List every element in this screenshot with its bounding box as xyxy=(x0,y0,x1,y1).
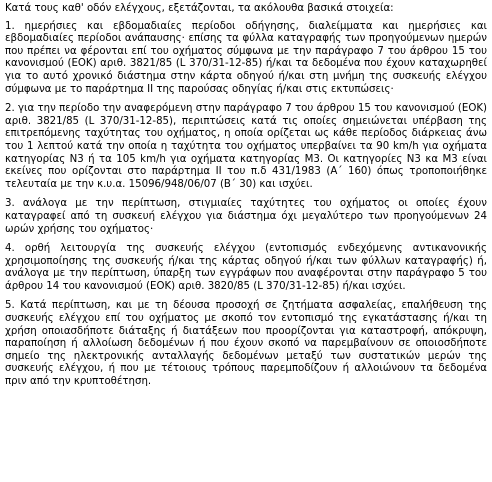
list-item-2: 2. για την περίοδο την αναφερόμενη στην παράγραφο 7 του άρθρου 15 του κανονισμού (ΕΟΚ) αριθ. 3821/85 (L 370/31-12-85), περιπτώσεις κατά τις οποίες σημειώνεται υπέρβαση της επιτρεπόμενης ταχύτητας του οχήματος, η οποία ορίζεται ως κάθε περίοδος διάρκειας άνω του 1 λεπτού κατά την οποία η ταχύτητα του οχήματος υπερβαίνει τα 90 km/h για οχήματα κατηγορίας Ν3 ή τα 105 km/h για οχήματα κατηγορίας Μ3. Οι κατηγορίες Ν3 κα Μ3 είναι εκείνες που ορίζονται στο παράρτημα ΙΙ του π.δ 431/1983 (Α΄ 160) όπως τροποποιήθηκε τελευταία με την κ.υ.α. 15096/948/06/07 (Β΄ 30) και ισχύει. xyxy=(5,103,487,190)
list-item-3: 3. ανάλογα με την περίπτωση, στιγμιαίες ταχύτητες του οχήματος οι οποίες έχουν καταγραφεί από τη συσκευή ελέγχου για διάστημα όχι μεγαλύτερο των προηγούμενων 24 ωρών χρήσης του οχήματος· xyxy=(5,198,487,235)
list-item-1: 1. ημερήσιες και εβδομαδιαίες περίοδοι οδήγησης, διαλείμματα και ημερήσιες και εβδομαδιαίες περίοδοι ανάπαυσης· επίσης τα φύλλα καταγραφής των προηγούμενων ημερών που πρέπει να φέρονται επί του οχήματος σύμφωνα με την παράγραφο 7 του άρθρου 15 του κανονισμού (ΕΟΚ) αριθ. 3821/85 (L 370/31-12-85) ή/και τα δεδομένα που έχουν καταχωρηθεί για το αυτό χρονικό διάστημα στην κάρτα οδηγού ή/και στη μνήμη της συσκευής ελέγχου σύμφωνα με το παράρτημα ΙΙ της παρούσας οδηγίας ή/και στις εκτυπώσεις· xyxy=(5,20,487,95)
list-item-5: 5. Κατά περίπτωση, και με τη δέουσα προσοχή σε ζητήματα ασφαλείας, επαλήθευση της συσκευής ελέγχου επί του οχήματος με σκοπό τον εντοπισμό της εγκατάστασης ή/και τη χρήση οποιασδήποτε διάταξης ή διατάξεων που προορίζονται για καταστροφή, απόκρυψη, παραποίηση ή αλλοίωση δεδομένων ή που έχουν σκοπό να παρεμβαίνουν σε οποιοσδήποτε σημείο της ηλεκτρονικής ανταλλαγής δεδομένων μεταξύ των συστατικών μερών της συσκευής ελέγχου, ή που με τέτοιους τρόπους παρεμποδίζουν ή αλλοιώνουν τα δεδομένα πριν από την κρυπτοθέτηση. xyxy=(5,300,487,388)
intro-paragraph: Κατά τους καθ' οδόν ελέγχους, εξετάζονται, τα ακόλουθα βασικά στοιχεία: xyxy=(5,3,394,14)
list-item-4: 4. ορθή λειτουργία της συσκευής ελέγχου (εντοπισμός ενδεχόμενης αντικανονικής χρησιμοποίησης της συσκευής ή/και της κάρτας οδηγού ή/και των φύλλων καταγραφής) ή, ανάλογα με την περίπτωση, ύπαρξη των εγγράφων που αναφέρονται στην παράγραφο 5 του άρθρου 14 του κανονισμού (ΕΟΚ) αριθ. 3820/85 (L 370/31-12-85) ή/και ισχύει. xyxy=(5,243,487,292)
document-page xyxy=(5,3,487,389)
